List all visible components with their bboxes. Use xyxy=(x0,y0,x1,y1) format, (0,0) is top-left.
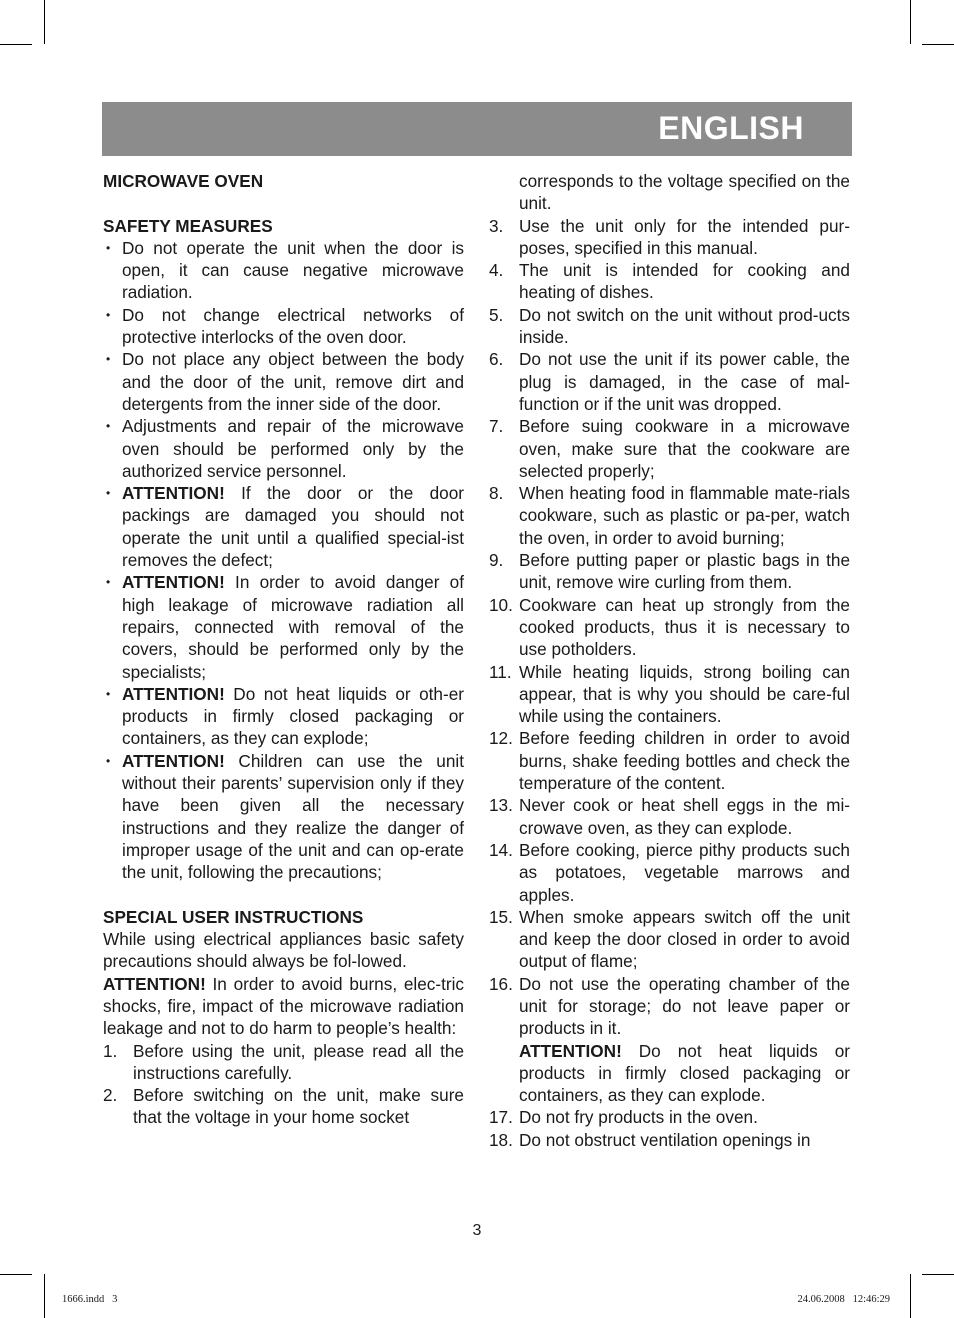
crop-mark xyxy=(922,44,954,45)
list-item: 1. Before using the unit, please read all the instructions carefully. xyxy=(103,1040,464,1083)
list-item: 5. Do not switch on the unit without prod-ucts inside. xyxy=(489,304,850,348)
list-item: 15. When smoke appears switch off the unit and keep the door closed in order to avoid output of flame; xyxy=(489,906,850,972)
list-item: • ATTENTION! In order to avoid danger of high leakage of microwave radiation all repairs, connected with removal of the covers, should be performed only by the specialists; xyxy=(103,571,464,682)
footer-timestamp: 24.06.2008 12:46:29 xyxy=(797,1294,890,1305)
continued-text: corresponds to the voltage specified on the unit. xyxy=(519,171,850,214)
list-item: 2. Before switching on the unit, make sure that the voltage in your home socket xyxy=(103,1085,464,1128)
language-banner xyxy=(102,102,852,156)
safety-measures-heading: SAFETY MEASURES xyxy=(103,215,273,236)
intro-paragraph: While using electrical appliances basic safety precautions should always be fol-lowed. xyxy=(103,929,464,972)
crop-mark xyxy=(44,0,45,44)
list-item: 17. Do not fry products in the oven. xyxy=(489,1107,758,1128)
list-item: 4. The unit is intended for cooking and heating of dishes. xyxy=(489,260,850,303)
instructions-list xyxy=(103,1040,464,1129)
attention-paragraph: ATTENTION! In order to avoid burns, elec-tric shocks, fire, impact of the microwave radiation leakage and not to do harm to people’s health: xyxy=(103,973,464,1039)
instructions-list xyxy=(489,215,850,1040)
safety-list xyxy=(103,237,464,884)
list-item: • ATTENTION! If the door or the door packings are damaged you should not operate the unit until a qualified special-ist removes the defect; xyxy=(103,482,464,571)
list-item: 11. While heating liquids, strong boiling can appear, that is why you should be care-ful while using the containers. xyxy=(489,661,850,727)
right-column xyxy=(489,170,850,1151)
attention-note: ATTENTION! Do not heat liquids or products in firmly closed packaging or containers, as they can explode. xyxy=(519,1040,850,1106)
list-item: • ATTENTION! Children can use the unit without their parents’ supervision only if they have been given all the necessary instructions and they realize the danger of improper usage of the unit and can op-erate the unit, following the precautions; xyxy=(103,750,464,884)
crop-mark xyxy=(922,1274,954,1275)
instructions-list xyxy=(489,1106,850,1151)
document-title: MICROWAVE OVEN xyxy=(103,171,264,191)
crop-mark xyxy=(910,0,911,44)
language-title: ENGLISH xyxy=(658,110,804,146)
list-item: 18. Do not obstruct ventilation openings in xyxy=(489,1129,811,1150)
list-item: 10. Cookware can heat up strongly from the cooked products, thus it is necessary to use potholders. xyxy=(489,594,850,660)
list-item: 14. Before cooking, pierce pithy products such as potatoes, vegetable marrows and apples. xyxy=(489,839,850,905)
list-item: 12. Before feeding children in order to avoid burns, shake feeding bottles and check the temperature of the content. xyxy=(489,728,850,794)
left-column xyxy=(103,170,464,1129)
crop-mark xyxy=(0,44,32,45)
special-instructions-heading: SPECIAL USER INSTRUCTIONS xyxy=(103,906,364,927)
footer-filename: 1666.indd 3 xyxy=(62,1294,118,1305)
list-item: • Do not operate the unit when the door is open, it can cause negative microwave radiation. xyxy=(103,237,464,304)
list-item: 9. Before putting paper or plastic bags in the unit, remove wire curling from them. xyxy=(489,550,850,593)
crop-mark xyxy=(0,1274,32,1275)
list-item: 7. Before suing cookware in a microwave oven, make sure that the cookware are selected properly; xyxy=(489,416,850,481)
list-item: 13. Never cook or heat shell eggs in the mi-crowave oven, as they can explode. xyxy=(489,795,850,838)
list-item: 8. When heating food in flammable mate-rials cookware, such as plastic or pa-per, watch the oven, in order to avoid burning; xyxy=(489,483,850,548)
list-item: • Do not place any object between the body and the door of the unit, remove dirt and detergents from the inner side of the door. xyxy=(103,348,464,415)
list-item: • ATTENTION! Do not heat liquids or oth-er products in firmly closed packaging or containers, as they can explode; xyxy=(103,683,464,750)
list-item: 6. Do not use the unit if its power cable, the plug is damaged, in the case of mal-function or if the unit was dropped. xyxy=(489,349,850,414)
list-item: 3. Use the unit only for the intended pur-poses, specified in this manual. xyxy=(489,215,850,258)
list-item: 16. Do not use the operating chamber of the unit for storage; do not leave paper or products in it. xyxy=(489,973,850,1039)
list-item: • Adjustments and repair of the microwave oven should be performed only by the authorized service personnel. xyxy=(103,415,464,482)
crop-mark xyxy=(44,1274,45,1318)
page-number: 3 xyxy=(472,1222,482,1239)
crop-mark xyxy=(910,1274,911,1318)
list-item: • Do not change electrical networks of protective interlocks of the oven door. xyxy=(103,304,464,349)
